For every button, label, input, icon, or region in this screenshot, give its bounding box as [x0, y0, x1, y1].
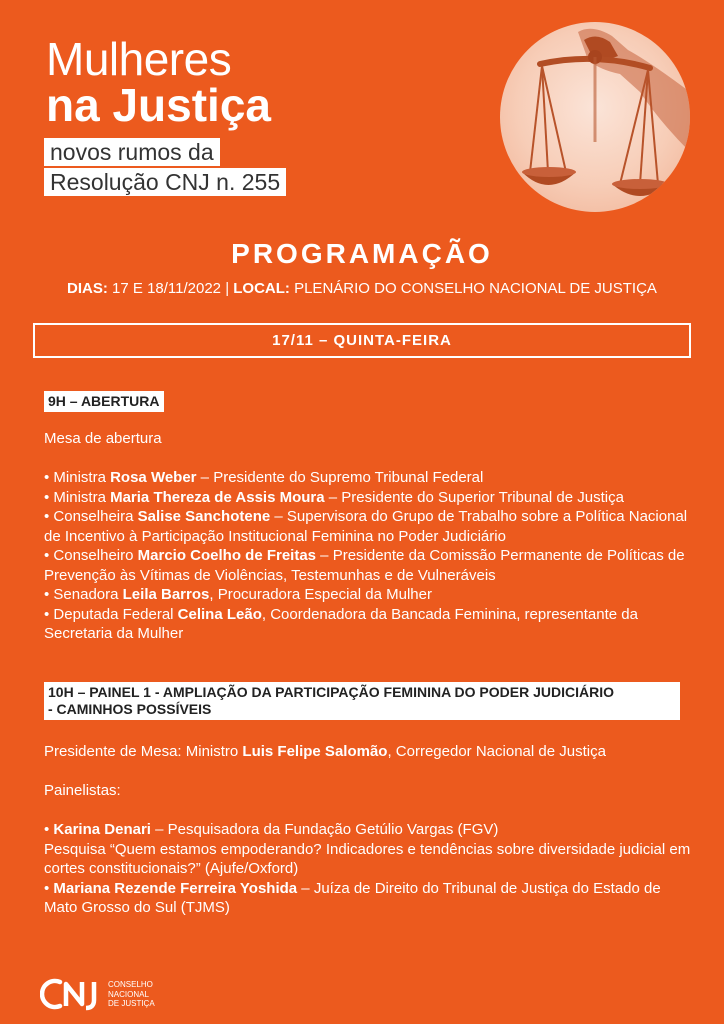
panelist-item: • Mariana Rezende Ferreira Yoshida – Juíza de Direito do Tribunal de Justiça do Estado de Mato Grosso do Sul (TJMS) [44, 879, 661, 916]
session2-label-line2: - CAMINHOS POSSÍVEIS [48, 701, 212, 717]
scales-of-justice-image [500, 22, 690, 212]
session1-body [44, 429, 694, 644]
panelists-label: Painelistas: [44, 782, 121, 799]
session1-item: • Ministra Maria Thereza de Assis Moura – Presidente do Superior Tribunal de Justiça [44, 488, 624, 506]
event-subtitle [44, 138, 286, 198]
dias-value: 17 E 18/11/2022 | [107, 280, 234, 297]
panelist-research: Pesquisa “Quem estamos empoderando? Indicadores e tendências sobre diversidade judicial em cortes constitucionais?” (Ajufe/Oxford) [44, 840, 691, 877]
event-subtitle-line1: novos rumos da [44, 138, 220, 166]
local-label: LOCAL: [233, 280, 290, 297]
session1-label: 9H – ABERTURA [44, 391, 164, 412]
session1-item: • Conselheira Salise Sanchotene – Supervisora do Grupo de Trabalho sobre a Política Nacional de Incentivo à Participação Institucional Feminina no Poder Judiciário [44, 508, 688, 545]
cnj-logo-icon [40, 976, 104, 1012]
event-dates-location [0, 280, 724, 297]
session2-president: Presidente de Mesa: Ministro Luis Felipe Salomão, Corregedor Nacional de Justiça [44, 743, 606, 760]
event-title-line2: na Justiça [46, 79, 271, 131]
session2-label [44, 682, 680, 720]
program-title: PROGRAMAÇÃO [231, 238, 493, 269]
session1-item: • Deputada Federal Celina Leão, Coordenadora da Bancada Feminina, representante da Secretaria da Mulher [44, 605, 638, 642]
cnj-logo-text: CONSELHO NACIONAL DE JUSTIÇA [108, 980, 155, 1008]
session2-body [44, 742, 694, 918]
dias-label: DIAS: [67, 280, 108, 297]
event-title-line1: Mulheres [46, 33, 232, 85]
day-heading: 17/11 – QUINTA-FEIRA [33, 323, 691, 358]
panelist-item: • Karina Denari – Pesquisadora da Fundação Getúlio Vargas (FGV) [44, 821, 499, 838]
event-subtitle-line2: Resolução CNJ n. 255 [44, 168, 286, 196]
session2-label-line1: 10H – PAINEL 1 - AMPLIAÇÃO DA PARTICIPAÇÃO FEMININA DO PODER JUDICIÁRIO [48, 684, 615, 700]
session1-item: • Ministra Rosa Weber – Presidente do Supremo Tribunal Federal [44, 469, 484, 486]
event-title [46, 33, 271, 131]
session1-item: • Senadora Leila Barros, Procuradora Especial da Mulher [44, 586, 432, 603]
scales-icon [500, 22, 690, 212]
local-value: PLENÁRIO DO CONSELHO NACIONAL DE JUSTIÇA [289, 280, 657, 297]
session1-item: • Conselheiro Marcio Coelho de Freitas – Presidente da Comissão Permanente de Políticas de Prevenção às Vítimas de Violências, Testemunhas e de Vulneráveis [44, 547, 685, 584]
session1-intro: Mesa de abertura [44, 430, 162, 447]
